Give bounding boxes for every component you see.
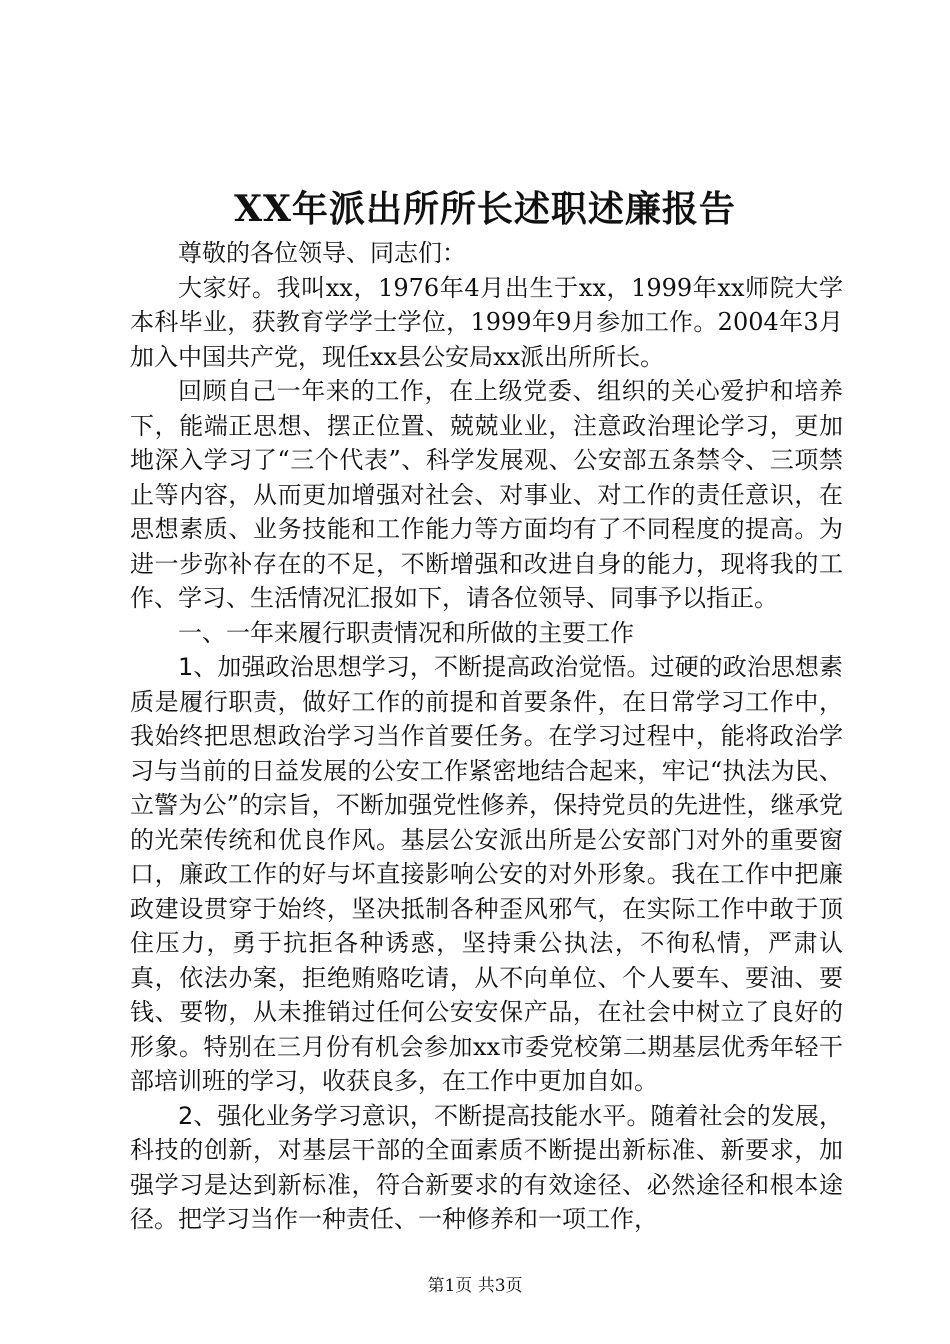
item-2-lead: 2、强化业务学习意识，不断提高技能水平。 [178, 1101, 651, 1130]
paragraph-item-1 [130, 650, 843, 1099]
item-2-text: 随着社会的发展，科技的创新，对基层干部的全面素质不断提出新标准、新要求，加强学习是达到新标准，符合新要求的有效途径、必然途径和根本途径。把学习当作一种责任、一种修养和一项工作， [130, 1101, 843, 1233]
page-footer: 第1页 共3页 [427, 1276, 523, 1296]
document-body [130, 236, 843, 1237]
item-1-lead: 1、加强政治思想学习，不断提高政治觉悟。 [178, 653, 651, 681]
paragraph-item-2 [130, 1099, 843, 1237]
section-heading: 一、一年来履行职责情况和所做的主要工作 [178, 618, 634, 647]
document-title: XX年派出所所长述职述廉报告 [234, 188, 736, 230]
salutation: 尊敬的各位领导、同志们： [178, 239, 466, 267]
item-1-text: 过硬的政治思想素质是履行职责，做好工作的前提和首要条件，在日常学习工作中，我始终把思想政治学习当作首要任务。在学习过程中，能将政治学习与当前的日益发展的公安工作紧密地结合起来，牢记“执法为民、立警为公”的宗旨，不断加强党性修养，保持党员的先进性，继承党的光荣传统和优良作风。基层公安派出所是公安部门对外的重要窗口，廉政工作的好与坏直接影响公安的对外形象。我在工作中把廉政建设贯穿于始终，坚决抵制各种歪风邪气，在实际工作中敢于顶住压力，勇于抗拒各种诱惑，坚持秉公执法，不徇私情，严肃认真，依法办案，拒绝贿赂吃请，从不向单位、个人要车、要油、要钱、要物，从未推销过任何公安安保产品，在社会中树立了良好的形象。特别在三月份有机会参加xx市委党校第二期基层优秀年轻干部培训班的学习，收获良多，在工作中更加自如。 [130, 653, 843, 1095]
paragraph-review: 回顾自己一年来的工作，在上级党委、组织的关心爱护和培养下，能端正思想、摆正位置、兢兢业业，注意政治理论学习，更加地深入学习了“三个代表”、科学发展观、公安部五条禁令、三项禁止等内容，从而更加增强对社会、对事业、对工作的责任意识，在思想素质、业务技能和工作能力等方面均有了不同程度的提高。为进一步弥补存在的不足，不断增强和改进自身的能力，现将我的工作、学习、生活情况汇报如下，请各位领导、同事予以指正。 [130, 377, 843, 612]
paragraph-intro: 大家好。我叫xx，1976年4月出生于xx，1999年xx师院大学本科毕业，获教育学学士学位，1999年9月参加工作。2004年3月加入中国共产党，现任xx县公安局xx派出所所长。 [130, 273, 843, 371]
